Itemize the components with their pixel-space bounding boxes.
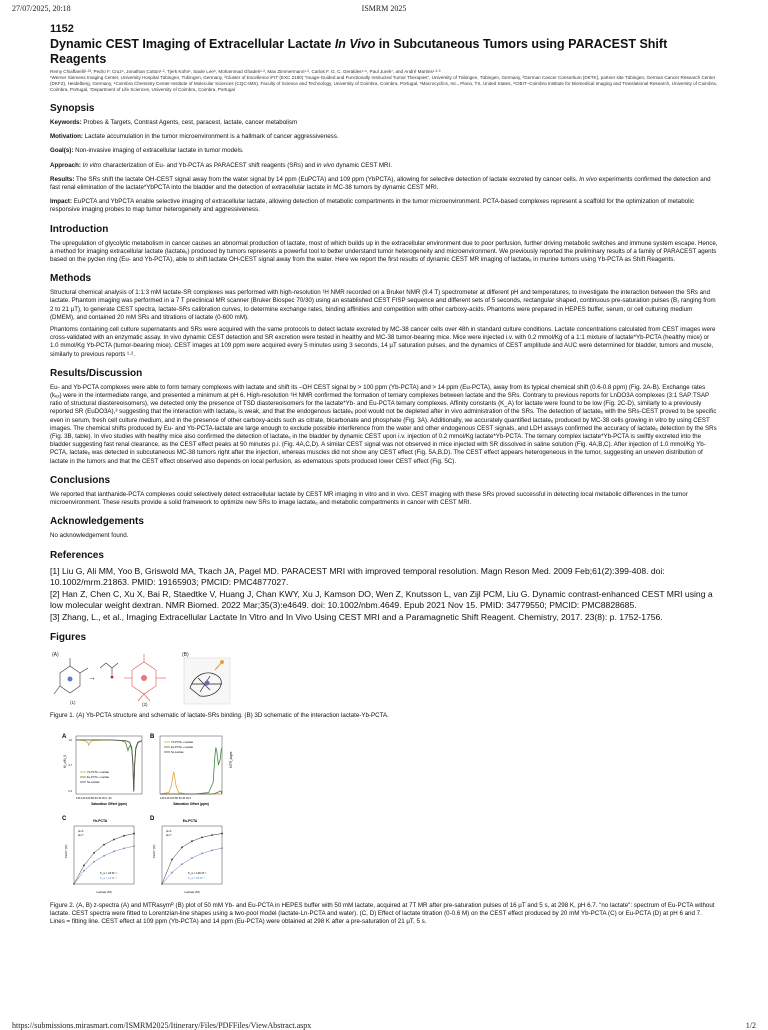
data-point <box>83 869 85 871</box>
panel-b-xlabel: Saturation Offset (ppm) <box>173 801 209 806</box>
panel-b-legend-item: No Lactate <box>171 750 184 754</box>
methods-paragraph-1: Structural chemical analysis of 1:1:3 mM lactate-SR complexes was performed with high-resolution ¹H NMR recorded on a Bruker NMR (9.4 T) spectrometer at different pH and temperatures, to investigate the interaction between the SRs and lactate. Phantom imaging was performed in a 7 T preclinical MR scanner (Bruker Biospec 70/30) using an established CEST FISP sequence and different sets of 5 seconds, rectangular shaped, continuous pre-saturation pulses (B₁ ranging from 2 to 21 µT), to generate CEST spectra, lactate-SRs calibration curves, to determine exchange rates, binding affinities and competition with other carboxy-acids. Phantoms were prepared in HEPES buffer, serum, or cell culturing medium (DMEM), and contained 20 mM SRs and titrations of lactate (0-600 mM). <box>50 289 716 321</box>
panel-a-legend-item: Eu-PCTA + Lactate <box>87 775 110 779</box>
panel-b-label: B <box>150 733 155 740</box>
panel-d-xlabel: Lactate (M) <box>184 889 200 894</box>
synopsis-heading: Synopsis <box>50 103 95 114</box>
abstract-title <box>50 37 718 67</box>
data-point <box>181 846 183 848</box>
panel-d-ka-ph7: K_a = 25 M⁻¹ <box>188 875 205 880</box>
title-part-end: in Subcutaneous Tumors using PARACEST Shift Reagents <box>50 37 668 66</box>
results-text-end: experiments confirmed the detection and fast renal elimination of the lactate*YbPCTA into the bladder and the detection of extracellular lactate in MC-38 tumors by dynamic CEST MRI. <box>50 175 711 192</box>
approach-italic-1: In vitro <box>82 161 102 169</box>
panel-d-title: Eu-PCTA <box>182 818 198 823</box>
approach-line <box>50 162 718 170</box>
data-point <box>211 834 213 836</box>
acknowledgements-heading: Acknowledgements <box>50 516 144 528</box>
fig1-label-b: (B) <box>182 651 189 658</box>
data-point <box>181 863 183 865</box>
panel-a-ytick: 0.4 <box>68 789 72 793</box>
panel-a-ytick: 1.0 <box>68 738 72 742</box>
reference-item: [2] Han Z, Chen C, Xu X, Bai R, Staedtke V, Huang J, Chan KWY, Xu J, Kamson DO, Wen Z, Knutsson L, van Zijl PCM, Liu G. Dynamic contrast-enhanced CEST MRI using a low molecular weight dextran. NMR Biomed. 2022 Mar;35(3):e4649. doi: 10.1002/nbm.4649. Epub 2021 Nov 15. PMID: 34779550; PMCID: PMC8828685. <box>50 588 713 610</box>
goals-text: Non-invasive imaging of extracellular lactate in tumor models. <box>75 147 244 155</box>
panel-a-legend-item: Yb-PCTA + Lactate <box>87 770 110 774</box>
data-point <box>221 847 223 849</box>
figure-1 <box>50 648 718 708</box>
figures-heading: Figures <box>50 631 87 643</box>
results-text: The SRs shift the lactate OH-CEST signal away from the water signal by 14 ppm (EuPCTA) and 109 ppm (YbPCTA), allowing for selective detection of lactate excreted by cancer cells. <box>76 175 580 183</box>
data-point <box>191 840 193 842</box>
data-point <box>83 864 85 866</box>
data-point <box>161 883 163 885</box>
goals-line <box>50 147 718 155</box>
introduction-text: The upregulation of glycolytic metabolism in cancer causes an abnormal production of lactate, most of which builds up in the extracellular environment due to poor perfusion, further driving metabolic switches and immune system escape. Hence, a method for imaging extracellular lactate (lactateₑ) produced by tumors represents a powerful tool to better understand tumor heterogeneity and microenvironment. We previously reported the preliminary results of a family of PARACEST agents based on the pyclen ring (Eu- and Yb-PCTA), able to shift lactate OH-CEST signal away from the water. Here we report the first results of dynamic CEST MR imaging of lactateₑ in murine tumors using Yb-PCTA as Shift Reagents. <box>50 239 718 264</box>
keywords-text: Probes & Targets, Contrast Agents, cest, paracest, lactate, cancer metabolism <box>83 119 298 126</box>
panel-a-xlabel: Saturation Offset (ppm) <box>91 801 127 806</box>
panel-a-ytick: 0.7 <box>68 763 72 767</box>
abstract-number: 1152 <box>50 23 74 35</box>
data-point <box>221 832 223 834</box>
panel-b-legend-item: Eu-PCTA + Lactate <box>171 745 194 749</box>
panel-c-ylabel: CEST (%) <box>64 844 68 858</box>
data-point <box>103 843 105 845</box>
results-heading: Results/Discussion <box>50 367 143 379</box>
author-list: Remy Chiaffarelli¹·²³, Pedro F. Cruz⁴, Jonathan Cotton¹·², Tjerk Kühn¹, Saule Lee⁵, Mohammad Ghaderi¹·², Max Zimmermann¹·², Carlos F. G. C. Geraldes⁴·⁶, Paul Jurek⁷, and André Martins¹·²·³ <box>50 69 441 74</box>
panel-d-legend-item: pH 7 <box>166 833 172 837</box>
data-point <box>93 852 95 854</box>
panel-c-legend-item: pH 7 <box>78 833 84 837</box>
data-point <box>201 852 203 854</box>
reference-item: [1] Liu G, Ali MM, Yoo B, Griswold MA, Tkach JA, Pagel MD. PARACEST MRI with improved temporal resolution. Magn Reson Med. 2009 Feb;61(2):399-408. doi: 10.1002/mrm.21863. PMID: 19165903; PMCID: PMC4877027. <box>50 565 665 587</box>
data-point <box>171 858 173 860</box>
panel-d-ylabel: CEST (%) <box>152 844 156 858</box>
yb-pcta-structure <box>54 658 88 694</box>
panel-c-xlabel: Lactate (M) <box>96 889 112 894</box>
motivation-line <box>50 133 718 141</box>
acknowledgements-text: No acknowledgement found. <box>50 532 129 540</box>
panel-c-ka-ph6: K_a = 20 M⁻¹ <box>100 870 117 875</box>
approach-text-end: dynamic CEST MRI. <box>334 161 392 169</box>
title-italic: In Vivo <box>334 37 376 51</box>
keywords-line <box>50 119 718 127</box>
reference-list <box>50 566 718 623</box>
approach-label: Approach: <box>50 161 81 169</box>
reaction-arrow-glyph: → <box>88 672 96 682</box>
panel-c-legend-item: pH 6 <box>78 829 84 833</box>
conclusions-text: We reported that lanthanide-PCTA complexes could selectively detect extracellular lactate by CEST MR imaging in vitro and in vivo. CEST imaging with these SRs proved successful in detecting local metabolic differences in the tumor microenvironment. These results provide a solid framework to optimize new SRs to image lactateₑ and metabolic compartments in cancer with CEST MRI. <box>50 490 688 507</box>
data-point <box>123 847 125 849</box>
data-point <box>113 838 115 840</box>
affiliations: ¹Werner Siemens Imaging Center, University Hospital Tübingen, Tübingen, Germany, ²Cluster of Excellence iFIT (EXC 2180) "Image-Guided and Functionally Instructed Tumor Therapies", University of Tübingen, Tübingen, Germany, ³German Cancer Consortium (DKTK), partner site Tübingen, German Cancer Research Center (DKFZ), Heidelberg, Germany, ⁴Coimbra Chemistry Center-Institute of Molecular Sciences (CQC-IMS), Faculty of Science and Technology, University of Coimbra, Coimbra, Portugal, ⁵Macrocyclics, Inc., Plano, TX, United States, ⁶CIBIT–Coimbra Institute for Biomedical Imaging and Translational Research, University of Coimbra, Coimbra, Portugal, ⁷Department of Life Sciences, University of Coimbra, Coimbra, Portugal <box>50 75 717 92</box>
page-url: https://submissions.mirasmart.com/ISMRM2025/Itinerary/Files/PDFFiles/ViewAbstract.aspx <box>12 1021 312 1030</box>
impact-label: Impact: <box>50 198 73 206</box>
panel-b-xticks: 140 120 100 80 60 40 20 0 <box>160 796 192 800</box>
panel-a-label: A <box>62 733 67 740</box>
approach-italic-2: in vivo <box>316 161 335 169</box>
panel-d-legend-item: pH 6 <box>166 829 172 833</box>
figure-2-image <box>60 728 238 898</box>
figure-2-caption: Figure 2. (A, B) z-spectra (A) and MTRasymᴿ (B) plot of 50 mM Yb- and Eu-PCTA in HEPES buffer with 50 mM lactate, acquired at 7T MR after pre-saturation pulses of 16 µT and 5 s, at 298 K, pH 6.7. "no lactate": spectrum of Eu-PCTA without lactate. CEST spectra were fitted to Lorentzian-line shapes using a two-pool model (lactate-Ln-PCTA and water). (C, D) Effect of lactate titration (0-0.6 M) on the CEST effect produced by 20 mM Yb-PCTA (C) or Eu-PCTA (D) at pH 6 and 7. Lines = fitting line. CEST effect at 109 ppm (Yb-PCTA) and 14 ppm (Eu-PCTA) were obtained at 298 K after a pre-saturation of 21 µT, 5 s. <box>50 901 715 926</box>
panel-b-legend-item: Yb-PCTA + Lactate <box>171 740 194 744</box>
results-italic: In vivo <box>579 175 598 183</box>
author-block <box>50 69 718 93</box>
panel-a-xticks: 140 120 100 80 60 40 20 0 -20 <box>76 796 112 800</box>
conclusions-heading: Conclusions <box>50 474 111 486</box>
motivation-text: Lactate accumulation in the tumor microenvironment is a hallmark of cancer aggressiveness. <box>84 133 339 141</box>
methods-heading: Methods <box>50 273 92 285</box>
panel-b-ylabel: MTR_asym <box>229 751 233 768</box>
title-part: Dynamic CEST Imaging of Extracellular Lactate <box>50 37 335 51</box>
panel-a-legend-item: No Lactate <box>87 780 100 784</box>
keywords-label: Keywords: <box>50 119 82 126</box>
impact-line <box>50 198 718 214</box>
panel-a-ylabel: M_z/M_0 <box>63 754 67 768</box>
impact-text: EuPCTA and YbPCTA enable selective imaging of extracellular lactate, allowing detection of metabolic compartments in the tumor microenvironment. PCTA-based complexes represent a scaffold for the optimization of metabolic responsive imaging probes to map tumor heterogeneity and aggressiveness. <box>50 198 694 214</box>
data-point <box>201 836 203 838</box>
fig1-label-1: (1) <box>70 699 76 705</box>
data-point <box>113 850 115 852</box>
references-heading: References <box>50 549 104 561</box>
data-point <box>93 861 95 863</box>
figure-1-caption: Figure 1. (A) Yb-PCTA structure and schematic of lactate-SRs binding. (B) 3D schematic of the interaction lactate-Yb-PCTA. <box>50 711 389 719</box>
lactate-structure <box>100 663 118 679</box>
goals-label: Goal(s): <box>50 147 74 155</box>
data-point <box>133 845 135 847</box>
data-point <box>73 883 75 885</box>
results-text: Eu- and Yb-PCTA complexes were able to form ternary complexes with lactate and shift its –OH CEST signal by > 100 ppm (Yb-PCTA) and > 14 ppm (Eu-PCTA), away from its typical chemical shift (0.6-0.8 ppm) (Fig. 2A-B). Exchange rates (kₑₓ) were in the intermediate range, and presented a minimum at pH 6. High-resolution ¹H NMR confirmed the formation of ternary complexes between lactate and the SRs. Contrary to previous reports for LnDO3A complexes (3:1 SAP:TSAP ratio of structural diastereoisomers), we detected only the presence of TSD diastereoisomers for the lactate*Yb- and Eu-PCTA ternary complexes. Affinity constants (K_A) for lactate were found to be low (Fig. 2C-D), similarly to a previously reported SR (EuDO3A),³ suggesting that the interaction with lactateₑ is weak, and that the endogenous lactateₑ pool would not be depleted after in vivo administration of the SRs. The detection of lactateₑ with the SRs-CEST proved to be specific even in serum, fresh cell culture medium, and in the presence of other carboxy-acids such as citrate, bicarbonate and phosphate (Fig. 3A). Additionally, we accurately quantified lactateₑ produced by MC-38 cells growing in vitro by using CEST images. The chemical shifts produced by Eu- and Yb-PCTA-lactate are large enough to exclude possible interference from the water and other endogenous CEST signals, and LDH assays confirmed the accuracy of lactateₑ detection by the SRs (Fig. 3B, table). In vivo studies with healthy mice also confirmed the detection of lactateₑ in the bladder by dynamic CEST upon i.v. injection of 0.2 mmol/Kg lactate*Yb-PCTA. The ternary complex lactate*Yb-PCTA is swiftly excreted into the bladder suggesting fast renal clearance, as the CEST effect peaks at 50 minutes p.i. (Fig. 4A,C,D). A similar CEST signal was not observed in mice injected with SR dissolved in saline solution (Fig. 4A,B,C). After injection of 1.0 mmol/Kg Yb-PCTA, lactateₑ was detected in subcutaneous MC-38 tumors right after the injection, whereas muscles did not show any CEST effect (Fig. 5A,B,D). The CEST effect appears heterogeneous in the tumor, suggesting an uneven distribution of lactate in the tumors and that the CEST effect observed also depends on local perfusion, as edematous spots produced lower CEST effect (Fig. 5C). <box>50 383 717 465</box>
figure-1-image <box>50 648 290 708</box>
reference-item: [3] Zhang, L., et al., Imaging Extracellular Lactate In Vitro and In Vivo Using CEST MRI and a Paramagnetic Shift Reagent. Chemistry, 2017. 23(8): p. 1752-1756. <box>50 611 663 622</box>
introduction-heading: Introduction <box>50 223 109 235</box>
figure-2-background <box>60 728 238 898</box>
print-site-name: ISMRM 2025 <box>361 4 407 13</box>
abstract-content <box>50 22 718 930</box>
methods-paragraph-2: Phantoms containing cell culture supernatants and SRs were acquired with the same protocols to detect lactate excreted by MC-38 cancer cells over 48h in standard culture conditions. Lactate concentrations calculated from CEST images were cross-validated with an enzymatic assay. In vivo dynamic CEST detection and SR excretion were tested in healthy and MC-38 tumor-bearing mice. Mice were injected i.v. with 0.2 mmol/Kg of a 1:1 mixture of lactate*Yb-PCTA (healthy mice) or 1.0 mmol/Kg Yb-PCTA (tumor-bearing mice). CEST images at 109 ppm were acquired every 5 minutes using 3 seconds, 14 µT saturation pulses, and the dynamics of CEST amplitude and AUC were determined for bladder, tumors and muscle, similarly to previous reports ¹·². <box>50 326 716 358</box>
data-point <box>133 832 135 834</box>
data-point <box>191 857 193 859</box>
print-datetime: 27/07/2025, 20:18 <box>12 4 71 13</box>
results-line <box>50 176 718 192</box>
ternary-complex-structure <box>124 654 166 701</box>
data-point <box>211 849 213 851</box>
data-point <box>123 835 125 837</box>
fig1-label-a: (A) <box>52 651 59 658</box>
page-number: 1/2 <box>745 1021 756 1030</box>
figure-2 <box>60 728 238 898</box>
panel-c-label: C <box>62 815 67 822</box>
panel-d-label: D <box>150 815 155 822</box>
motivation-label: Motivation: <box>50 133 83 141</box>
data-point <box>171 871 173 873</box>
panel-c-title: Yb-PCTA <box>92 818 108 823</box>
fig1-label-2: (2) <box>142 701 148 707</box>
approach-text: characterization of Eu- and Yb-PCTA as PARACEST shift reagents (SRs) and <box>101 161 317 169</box>
panel-d-ka-ph6: K_a = 100 M⁻¹ <box>188 870 207 875</box>
results-label: Results: <box>50 175 75 183</box>
data-point <box>103 855 105 857</box>
panel-c-ka-ph7: K_a = 13 M⁻¹ <box>100 875 117 880</box>
